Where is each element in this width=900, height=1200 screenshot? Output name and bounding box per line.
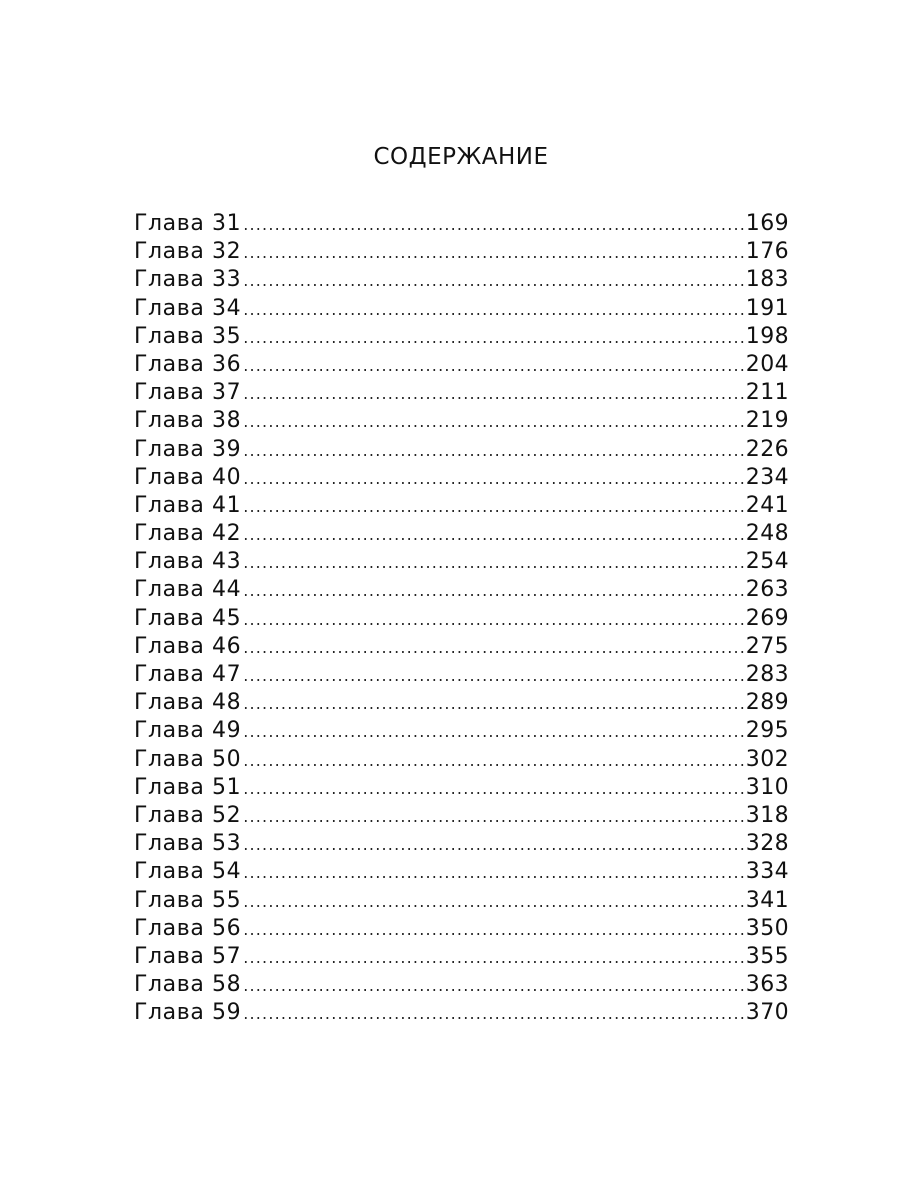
toc-entry-page-number: 204 [745, 351, 789, 377]
toc-entry-page-number: 289 [745, 690, 789, 716]
toc-entry[interactable] [134, 746, 789, 774]
toc-entry-label: Глава 56 [134, 915, 242, 941]
toc-entry-page-number: 254 [745, 549, 789, 575]
toc-entry-label: Глава 58 [134, 972, 242, 998]
toc-entry[interactable] [134, 295, 789, 323]
dot-leader [243, 521, 744, 549]
toc-entry-label: Глава 44 [134, 577, 242, 603]
dot-leader [243, 831, 744, 859]
toc-entry[interactable] [134, 858, 789, 886]
toc-entry[interactable] [134, 407, 789, 435]
toc-entry-label: Глава 35 [134, 323, 242, 349]
toc-entry-page-number: 310 [745, 774, 789, 800]
toc-entry-label: Глава 42 [134, 521, 242, 547]
toc-entry-label: Глава 33 [134, 267, 242, 293]
toc-entry-page-number: 370 [745, 1000, 789, 1026]
toc-entry-page-number: 219 [745, 408, 789, 434]
toc-entry[interactable] [134, 661, 789, 689]
dot-leader [243, 803, 744, 831]
toc-entry-page-number: 241 [745, 492, 789, 518]
toc-entry-page-number: 248 [745, 521, 789, 547]
toc-entry[interactable] [134, 943, 789, 971]
dot-leader [243, 352, 744, 380]
toc-entry[interactable] [134, 689, 789, 717]
toc-entry-label: Глава 32 [134, 239, 242, 265]
dot-leader [243, 606, 744, 634]
toc-entry[interactable] [134, 323, 789, 351]
dot-leader [243, 690, 744, 718]
toc-entry-label: Глава 47 [134, 662, 242, 687]
toc-entry-page-number: 318 [745, 802, 789, 828]
toc-entry[interactable] [134, 633, 789, 661]
toc-entry-label: Глава 48 [134, 690, 242, 716]
toc-entry-label: Глава 53 [134, 831, 242, 857]
toc-entry-page-number: 226 [745, 436, 789, 462]
toc-entry-page-number: 328 [745, 831, 789, 857]
toc-entry-label: Глава 45 [134, 605, 242, 631]
dot-leader [243, 465, 744, 493]
dot-leader [243, 211, 744, 239]
toc-entry[interactable] [134, 266, 789, 294]
toc-entry[interactable] [134, 915, 789, 943]
toc-entry-label: Глава 59 [134, 1000, 242, 1026]
toc-entry[interactable] [134, 548, 789, 576]
toc-entry-page-number: 198 [745, 323, 789, 349]
dot-leader [243, 493, 744, 521]
toc-entry-label: Глава 50 [134, 746, 242, 772]
dot-leader [243, 1000, 744, 1028]
toc-entry-label: Глава 54 [134, 859, 242, 885]
dot-leader [243, 972, 744, 1000]
toc-entry[interactable] [134, 802, 789, 830]
toc-entry[interactable] [134, 351, 789, 379]
toc-entry-label: Глава 40 [134, 464, 242, 490]
dot-leader [243, 775, 744, 803]
toc-entry[interactable] [134, 210, 789, 238]
dot-leader [243, 662, 744, 690]
toc-entry[interactable] [134, 238, 789, 266]
dot-leader [243, 267, 744, 295]
toc-entry-page-number: 269 [745, 605, 789, 631]
dot-leader [243, 859, 744, 887]
toc-entry-page-number: 176 [745, 239, 789, 265]
toc-entry[interactable] [134, 999, 789, 1027]
dot-leader [243, 944, 744, 972]
dot-leader [243, 408, 744, 436]
dot-leader [243, 888, 744, 916]
toc-entry-label: Глава 52 [134, 802, 242, 828]
toc-entry-page-number: 191 [745, 295, 789, 321]
dot-leader [243, 239, 744, 267]
toc-entry-page-number: 275 [745, 633, 789, 659]
toc-entry-label: Глава 38 [134, 408, 242, 434]
toc-entry-page-number: 350 [745, 915, 789, 941]
toc-entry[interactable] [134, 464, 789, 492]
toc-entry[interactable] [134, 576, 789, 604]
toc-entry-label: Глава 49 [134, 718, 242, 744]
dot-leader [243, 549, 744, 577]
toc-entry[interactable] [134, 379, 789, 407]
toc-entry[interactable] [134, 492, 789, 520]
toc-entry-page-number: 169 [745, 211, 789, 236]
toc-entry[interactable] [134, 971, 789, 999]
toc-entry-page-number: 295 [745, 718, 789, 744]
toc-entry[interactable] [134, 887, 789, 915]
dot-leader [243, 324, 744, 352]
toc-entry[interactable] [134, 605, 789, 633]
dot-leader [243, 577, 744, 605]
toc-entry-label: Глава 46 [134, 633, 242, 659]
toc-entry-page-number: 183 [745, 267, 789, 293]
toc-entry-page-number: 363 [745, 972, 789, 998]
toc-entry[interactable] [134, 717, 789, 745]
dot-leader [243, 747, 744, 775]
toc-entry-label: Глава 36 [134, 351, 242, 377]
toc-entry-label: Глава 31 [134, 211, 242, 236]
dot-leader [243, 916, 744, 944]
toc-entry-label: Глава 57 [134, 943, 242, 969]
toc-entry-page-number: 302 [745, 746, 789, 772]
toc-entry-page-number: 211 [745, 380, 789, 406]
toc-entry[interactable] [134, 774, 789, 802]
toc-entry-label: Глава 51 [134, 774, 242, 800]
toc-entry-page-number: 283 [745, 662, 789, 687]
toc-entry-page-number: 334 [745, 859, 789, 885]
toc-entry-label: Глава 41 [134, 492, 242, 518]
toc-entry-page-number: 263 [745, 577, 789, 603]
page-title: СОДЕРЖАНИЕ [373, 144, 549, 170]
toc-entry-page-number: 234 [745, 464, 789, 490]
toc-entry-label: Глава 34 [134, 295, 242, 321]
toc-entry[interactable] [134, 830, 789, 858]
toc-entry-label: Глава 37 [134, 380, 242, 406]
toc-entry-page-number: 341 [745, 887, 789, 913]
table-of-contents [134, 210, 789, 1027]
toc-entry-page-number: 355 [745, 943, 789, 969]
toc-entry[interactable] [134, 520, 789, 548]
toc-entry-label: Глава 43 [134, 549, 242, 575]
dot-leader [243, 718, 744, 746]
dot-leader [243, 437, 744, 465]
toc-entry-label: Глава 55 [134, 887, 242, 913]
toc-entry-label: Глава 39 [134, 436, 242, 462]
toc-entry[interactable] [134, 436, 789, 464]
dot-leader [243, 380, 744, 408]
dot-leader [243, 296, 744, 324]
dot-leader [243, 634, 744, 662]
